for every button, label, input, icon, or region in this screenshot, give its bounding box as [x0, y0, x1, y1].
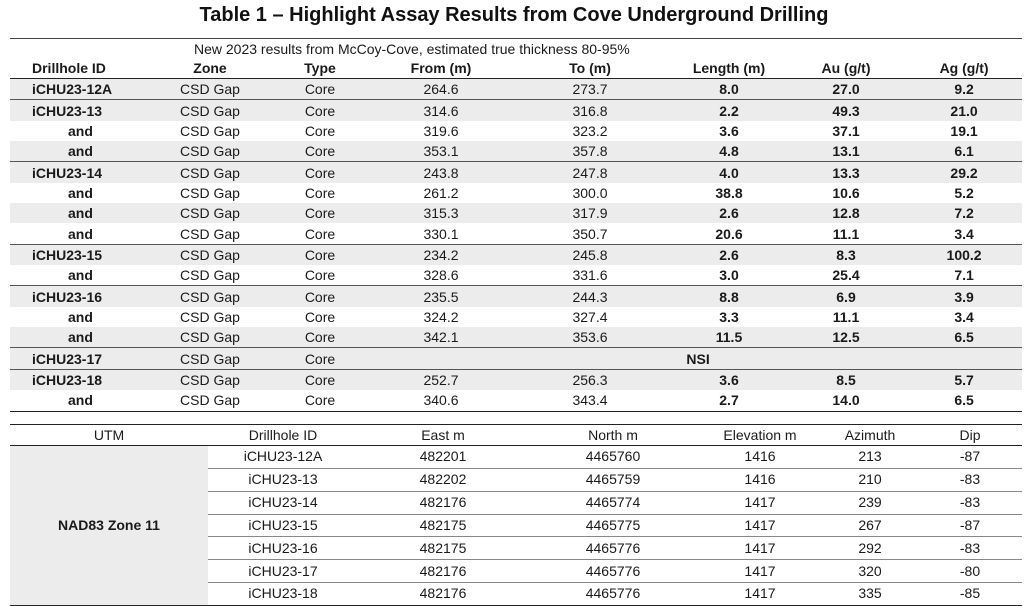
column-header-type: Type [266, 59, 374, 79]
drillhole-id-cell: iCHU23-13 [10, 100, 154, 121]
type-cell: Core [266, 141, 374, 162]
drillhole-id-cell: and [10, 327, 154, 348]
from-cell: 328.6 [423, 267, 459, 284]
from-cell: 264.6 [374, 79, 508, 100]
type-cell: Core [304, 267, 336, 284]
au-cell: 49.3 [786, 100, 906, 121]
length-cell: 4.8 [672, 141, 786, 162]
east-cell: 482176 [358, 583, 528, 606]
type-cell: Core [266, 244, 374, 265]
to-cell: 350.7 [572, 225, 608, 242]
zone-cell: CSD Gap [154, 203, 266, 223]
ag-cell: 7.1 [954, 267, 974, 284]
drillhole-id-cell: iCHU23-13 [208, 468, 358, 491]
from-cell: 261.2 [423, 184, 459, 201]
table-row [10, 183, 1022, 203]
zone-cell: CSD Gap [154, 244, 266, 265]
to-cell: 327.4 [572, 308, 608, 325]
au-cell: 11.1 [832, 225, 860, 242]
ag-cell: 3.9 [906, 286, 1022, 307]
table-row [10, 369, 1022, 390]
column-header-to: To (m) [508, 59, 672, 79]
zone-cell: CSD Gap [180, 267, 240, 284]
ag-cell: 19.1 [950, 122, 978, 139]
to-cell: 273.7 [508, 79, 672, 100]
to-cell: 357.8 [508, 141, 672, 162]
type-cell: Core [266, 348, 374, 369]
assay-header-row [10, 59, 1022, 79]
ag-cell: 3.4 [954, 225, 974, 242]
column-header-drillhole-id: Drillhole ID [10, 59, 154, 79]
drillhole-id-cell: iCHU23-18 [10, 369, 154, 390]
length-cell: 2.7 [672, 390, 786, 411]
type-cell: Core [266, 162, 374, 183]
azimuth-cell: 335 [822, 583, 918, 606]
type-cell: Core [266, 390, 374, 411]
azimuth-cell: 239 [822, 491, 918, 514]
table-row [10, 121, 1022, 141]
north-cell: 4465776 [528, 537, 698, 560]
length-cell: 2.2 [672, 100, 786, 121]
from-cell: 314.6 [374, 100, 508, 121]
from-cell: 342.1 [374, 327, 508, 348]
type-cell: Core [304, 184, 336, 201]
au-cell: 12.8 [786, 203, 906, 223]
length-cell: 2.6 [672, 244, 786, 265]
elevation-cell: 1416 [698, 468, 822, 491]
length-cell: 8.8 [672, 286, 786, 307]
drillhole-id-cell: and [10, 390, 154, 411]
drillhole-id-cell: and [68, 308, 93, 325]
type-cell: Core [266, 327, 374, 348]
elevation-cell: 1417 [698, 491, 822, 514]
column-header-utm: UTM [10, 425, 208, 446]
from-cell: 234.2 [374, 244, 508, 265]
zone-cell: CSD Gap [154, 369, 266, 390]
zone-cell: CSD Gap [180, 122, 240, 139]
from-cell: 243.8 [374, 162, 508, 183]
au-cell: 6.9 [786, 286, 906, 307]
zone-cell: CSD Gap [154, 79, 266, 100]
drillhole-id-cell: and [10, 203, 154, 223]
to-cell: 247.8 [508, 162, 672, 183]
ag-cell: 5.7 [906, 369, 1022, 390]
to-cell: 353.6 [508, 327, 672, 348]
length-cell: 3.3 [719, 308, 739, 325]
column-header-drillhole-id: Drillhole ID [208, 425, 358, 446]
ag-cell: 29.2 [906, 162, 1022, 183]
north-cell: 4465774 [528, 491, 698, 514]
to-cell: 256.3 [508, 369, 672, 390]
collar-location-table [10, 424, 1022, 606]
drillhole-id-cell: iCHU23-12A [10, 79, 154, 100]
table-row [10, 79, 1022, 100]
column-header-east: East m [358, 425, 528, 446]
drillhole-id-cell: iCHU23-15 [10, 244, 154, 265]
location-header-row [10, 425, 1022, 446]
au-cell: 8.5 [786, 369, 906, 390]
drillhole-id-cell: iCHU23-16 [208, 537, 358, 560]
nsi-cell: NSI [374, 348, 1022, 369]
east-cell: 482176 [358, 491, 528, 514]
from-cell: 353.1 [374, 141, 508, 162]
column-header-from: From (m) [374, 59, 508, 79]
drillhole-id-cell: iCHU23-17 [208, 560, 358, 583]
type-cell: Core [266, 79, 374, 100]
ag-cell: 6.5 [906, 327, 1022, 348]
east-cell: 482201 [358, 446, 528, 469]
column-header-length: Length (m) [672, 59, 786, 79]
to-cell: 317.9 [508, 203, 672, 223]
north-cell: 4465760 [528, 446, 698, 469]
elevation-cell: 1417 [698, 560, 822, 583]
drillhole-id-cell: and [68, 267, 93, 284]
assay-body [10, 79, 1022, 412]
zone-cell: CSD Gap [154, 141, 266, 162]
from-cell: 315.3 [374, 203, 508, 223]
table-row [10, 327, 1022, 348]
au-cell: 12.5 [786, 327, 906, 348]
dip-cell: -87 [918, 514, 1022, 537]
table-title: Table 1 – Highlight Assay Results from Cove Underground Drilling [199, 4, 829, 26]
table-row [10, 446, 1022, 469]
type-cell: Core [266, 203, 374, 223]
zone-cell: CSD Gap [154, 286, 266, 307]
table-note: New 2023 results from McCoy-Cove, estimated true thickness 80-95% [10, 39, 1022, 60]
to-cell: 323.2 [572, 122, 608, 139]
length-cell: 3.0 [719, 267, 739, 284]
au-cell: 27.0 [786, 79, 906, 100]
ag-cell: 6.5 [906, 390, 1022, 411]
from-cell: 324.2 [423, 308, 459, 325]
from-cell: 235.5 [374, 286, 508, 307]
ag-cell: 7.2 [906, 203, 1022, 223]
au-cell: 37.1 [832, 122, 860, 139]
au-cell: 11.1 [832, 308, 860, 325]
drillhole-id-cell: iCHU23-17 [10, 348, 154, 369]
azimuth-cell: 210 [822, 468, 918, 491]
type-cell: Core [266, 286, 374, 307]
au-cell: 8.3 [786, 244, 906, 265]
from-cell: 252.7 [374, 369, 508, 390]
ag-cell: 21.0 [906, 100, 1022, 121]
au-cell: 13.3 [786, 162, 906, 183]
ag-cell: 6.1 [906, 141, 1022, 162]
length-cell: 3.6 [719, 122, 739, 139]
zone-cell: CSD Gap [154, 348, 266, 369]
to-cell: 244.3 [508, 286, 672, 307]
length-cell: 38.8 [715, 184, 743, 201]
type-cell: Core [304, 225, 336, 242]
to-cell: 343.4 [508, 390, 672, 411]
type-cell: Core [266, 369, 374, 390]
ag-cell: 100.2 [906, 244, 1022, 265]
length-cell: 20.6 [715, 225, 743, 242]
north-cell: 4465776 [528, 583, 698, 606]
ag-cell: 3.4 [954, 308, 974, 325]
north-cell: 4465776 [528, 560, 698, 583]
table-row [10, 223, 1022, 244]
utm-zone-cell: NAD83 Zone 11 [10, 446, 208, 606]
to-cell: 300.0 [572, 184, 608, 201]
dip-cell: -83 [918, 468, 1022, 491]
azimuth-cell: 320 [822, 560, 918, 583]
drillhole-id-cell: and [10, 141, 154, 162]
dip-cell: -87 [918, 446, 1022, 469]
dip-cell: -80 [918, 560, 1022, 583]
dip-cell: -83 [918, 491, 1022, 514]
north-cell: 4465775 [528, 514, 698, 537]
drillhole-id-cell: and [68, 184, 93, 201]
zone-cell: CSD Gap [180, 225, 240, 242]
ag-cell: 5.2 [954, 184, 974, 201]
length-cell: 2.6 [672, 203, 786, 223]
type-cell: Core [304, 122, 336, 139]
to-cell: 316.8 [508, 100, 672, 121]
dip-cell: -83 [918, 537, 1022, 560]
table-row [10, 265, 1022, 286]
location-body [10, 446, 1022, 606]
east-cell: 482175 [358, 514, 528, 537]
column-header-dip: Dip [918, 425, 1022, 446]
length-cell: 3.6 [672, 369, 786, 390]
from-cell: 340.6 [374, 390, 508, 411]
azimuth-cell: 213 [822, 446, 918, 469]
table-row [10, 203, 1022, 223]
to-cell: 245.8 [508, 244, 672, 265]
zone-cell: CSD Gap [154, 100, 266, 121]
drillhole-id-cell: iCHU23-14 [10, 162, 154, 183]
zone-cell: CSD Gap [154, 162, 266, 183]
from-cell: 330.1 [423, 225, 459, 242]
elevation-cell: 1417 [698, 514, 822, 537]
column-header-zone: Zone [154, 59, 266, 79]
elevation-cell: 1417 [698, 537, 822, 560]
north-cell: 4465759 [528, 468, 698, 491]
table-row [10, 307, 1022, 327]
type-cell: Core [266, 100, 374, 121]
au-cell: 10.6 [832, 184, 860, 201]
elevation-cell: 1417 [698, 583, 822, 606]
table-row [10, 348, 1022, 369]
drillhole-id-cell: and [68, 122, 93, 139]
zone-cell: CSD Gap [154, 390, 266, 411]
dip-cell: -85 [918, 583, 1022, 606]
table-row [10, 390, 1022, 411]
east-cell: 482175 [358, 537, 528, 560]
type-cell: Core [304, 308, 336, 325]
table-row [10, 286, 1022, 307]
azimuth-cell: 292 [822, 537, 918, 560]
from-cell: 319.6 [423, 122, 459, 139]
drillhole-id-cell: and [68, 225, 93, 242]
zone-cell: CSD Gap [180, 184, 240, 201]
east-cell: 482176 [358, 560, 528, 583]
drillhole-id-cell: iCHU23-15 [208, 514, 358, 537]
drillhole-id-cell: iCHU23-12A [208, 446, 358, 469]
assay-results-table [10, 38, 1022, 412]
ag-cell: 9.2 [906, 79, 1022, 100]
column-header-au: Au (g/t) [786, 59, 906, 79]
elevation-cell: 1416 [698, 446, 822, 469]
column-header-azimuth: Azimuth [822, 425, 918, 446]
column-header-north: North m [528, 425, 698, 446]
to-cell: 331.6 [572, 267, 608, 284]
zone-cell: CSD Gap [180, 308, 240, 325]
table-row [10, 244, 1022, 265]
east-cell: 482202 [358, 468, 528, 491]
zone-cell: CSD Gap [154, 327, 266, 348]
column-header-elevation: Elevation m [698, 425, 822, 446]
azimuth-cell: 267 [822, 514, 918, 537]
table-row [10, 162, 1022, 183]
length-cell: 11.5 [672, 327, 786, 348]
drillhole-id-cell: iCHU23-18 [208, 583, 358, 606]
table-row [10, 141, 1022, 162]
table-row [10, 100, 1022, 121]
au-cell: 13.1 [786, 141, 906, 162]
au-cell: 14.0 [786, 390, 906, 411]
au-cell: 25.4 [832, 267, 860, 284]
column-header-ag: Ag (g/t) [906, 59, 1022, 79]
length-cell: 8.0 [672, 79, 786, 100]
length-cell: 4.0 [672, 162, 786, 183]
drillhole-id-cell: iCHU23-16 [10, 286, 154, 307]
drillhole-id-cell: iCHU23-14 [208, 491, 358, 514]
